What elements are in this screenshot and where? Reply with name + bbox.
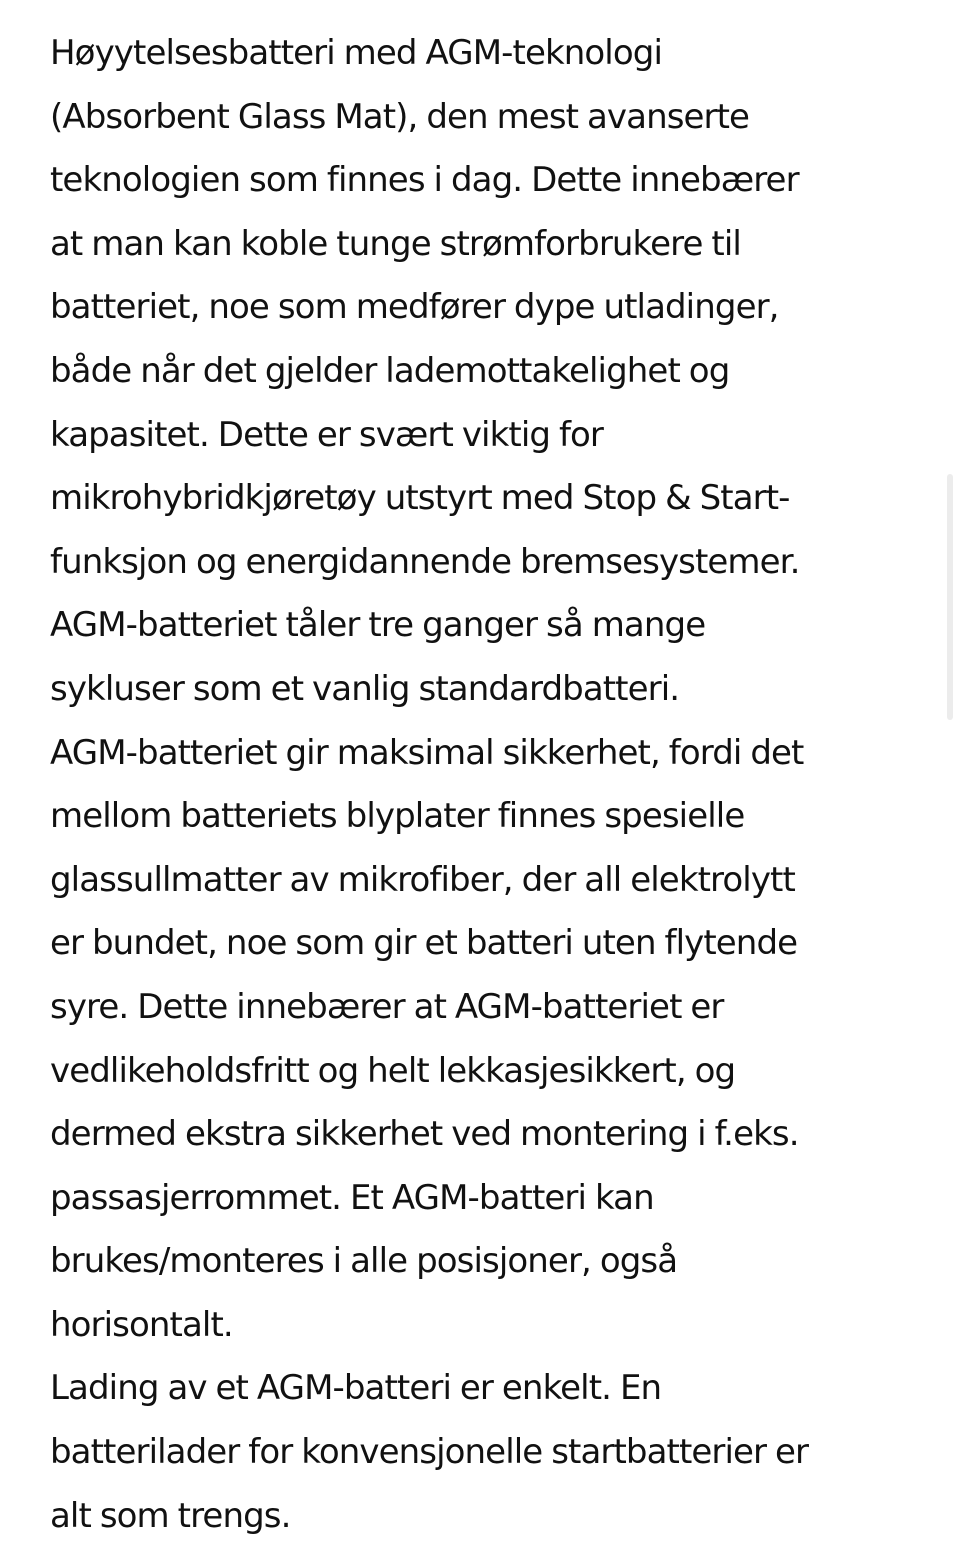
text-line-3: teknologien som finnes i dag. Dette innebærer bbox=[50, 160, 799, 201]
text-line-17: vedlikeholdsfritt og helt lekkasjesikkert, og bbox=[50, 1050, 736, 1091]
text-line-1: Høyytelsesbatteri med AGM-teknologi bbox=[50, 33, 662, 73]
text-line-18: dermed ekstra sikkerhet ved montering i f.eks. bbox=[50, 1114, 799, 1155]
text-line-21: horisontalt. bbox=[50, 1304, 233, 1345]
text-line-5: batteriet, noe som medfører dype utladinger, bbox=[50, 287, 779, 328]
text-line-19: passasjerrommet. Et AGM-batteri kan bbox=[50, 1177, 654, 1218]
text-line-10: AGM-batteriet tåler tre ganger så mange bbox=[50, 605, 706, 646]
text-line-4: at man kan koble tunge strømforbrukere til bbox=[50, 223, 741, 264]
text-line-9: funksjon og energidannende bremsesystemer. bbox=[50, 541, 800, 582]
text-line-13: mellom batteriets blyplater finnes spesielle bbox=[50, 796, 745, 837]
text-line-8: mikrohybridkjøretøy utstyrt med Stop & Start- bbox=[50, 478, 790, 519]
text-line-24: alt som trengs. bbox=[50, 1495, 291, 1536]
text-line-15: er bundet, noe som gir et batteri uten flytende bbox=[50, 923, 798, 964]
text-line-12: AGM-batteriet gir maksimal sikkerhet, fordi det bbox=[50, 732, 804, 773]
text-line-11: sykluser som et vanlig standardbatteri. bbox=[50, 668, 680, 709]
text-line-7: kapasitet. Dette er svært viktig for bbox=[50, 414, 604, 455]
scrollbar-thumb[interactable] bbox=[947, 474, 953, 720]
text-line-23: batterilader for konvensjonelle startbatterier er bbox=[50, 1432, 809, 1473]
text-line-16: syre. Dette innebærer at AGM-batteriet er bbox=[50, 986, 724, 1027]
text-line-14: glassullmatter av mikrofiber, der all elektrolytt bbox=[50, 859, 795, 900]
text-line-20: brukes/monteres i alle posisjoner, også bbox=[50, 1241, 678, 1282]
text-line-22: Lading av et AGM-batteri er enkelt. En bbox=[50, 1368, 662, 1409]
text-line-6: både når det gjelder lademottakelighet og bbox=[50, 350, 730, 391]
article-text bbox=[50, 22, 930, 1548]
text-line-2: (Absorbent Glass Mat), den mest avanserte bbox=[50, 96, 750, 137]
